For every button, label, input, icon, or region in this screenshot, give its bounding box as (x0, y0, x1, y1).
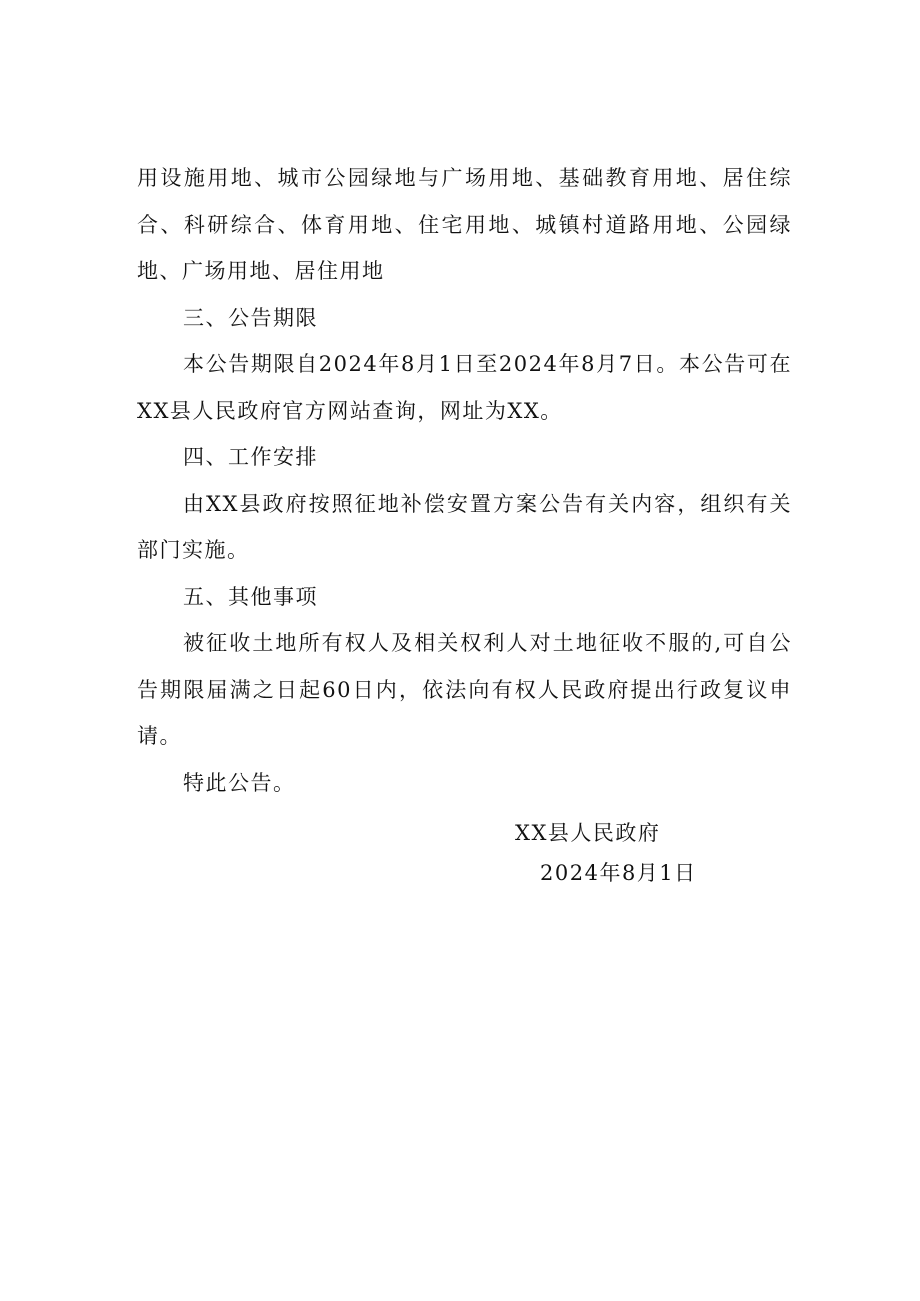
closing-statement: 特此公告。 (183, 770, 296, 795)
work-arrangement-paragraph: 由XX县政府按照征地补偿安置方案公告有关内容，组织有关部门实施。 (137, 491, 792, 562)
section-heading-work-arrangement: 四、工作安排 (183, 445, 318, 469)
document-body (137, 155, 792, 806)
other-matters-paragraph: 被征收土地所有权人及相关权利人对土地征收不服的,可自公告期限届满之日起60日内，依法向有权人民政府提出行政复议申请。 (137, 631, 792, 748)
land-use-list-paragraph: 用设施用地、城市公园绿地与广场用地、基础教育用地、居住综合、科研综合、体育用地、住宅用地、城镇村道路用地、公园绿地、广场用地、居住用地 (137, 166, 792, 283)
announcement-period-paragraph: 本公告期限自2024年8月1日至2024年8月7日。本公告可在XX县人民政府官方网站查询，网址为XX。 (137, 352, 792, 423)
signature-organization: XX县人民政府 (515, 821, 661, 845)
section-heading-other-matters: 五、其他事项 (183, 584, 318, 609)
section-heading-announcement-period: 三、公告期限 (183, 305, 318, 330)
signature-date: 2024年8月1日 (540, 861, 697, 885)
